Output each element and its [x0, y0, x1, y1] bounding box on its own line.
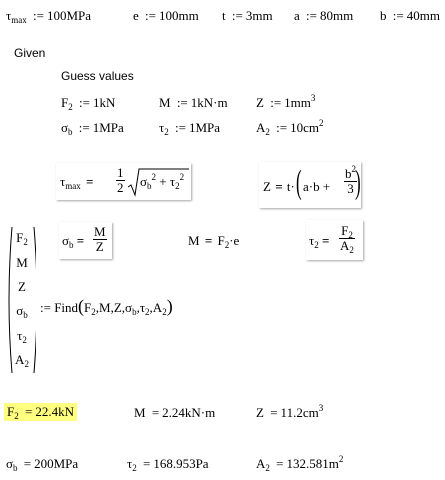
symbol: a [294, 8, 300, 23]
vector-entry-z [10, 279, 34, 295]
half-fraction [116, 166, 125, 195]
equals-op: = [270, 405, 278, 420]
numerator: 1 [117, 165, 124, 180]
equation-tau-max[interactable] [56, 163, 191, 200]
plus-op: + [159, 174, 167, 189]
symbol: t [286, 179, 291, 194]
numerator [339, 224, 355, 239]
symbol: σ [62, 233, 70, 248]
m-over-z [93, 225, 107, 254]
value: 22.4kN [35, 404, 74, 419]
value: 40mm [406, 8, 440, 23]
value: 3mm [245, 8, 273, 23]
equals-op: = [151, 405, 160, 420]
vector-entry-a2 [10, 352, 34, 368]
value: 132.581m [286, 456, 339, 471]
symbol: ·e [229, 233, 240, 248]
assign-op: := [392, 8, 404, 23]
comma: , [136, 300, 140, 315]
assign-op: := [174, 120, 186, 135]
symbol: Z [18, 279, 26, 294]
symbol: F [217, 233, 225, 248]
symbol: F [16, 230, 24, 245]
symbol: τ [159, 120, 165, 135]
subscript: 2 [14, 411, 19, 421]
comma: , [121, 300, 126, 315]
arg-symbol: A [152, 300, 163, 315]
guess-f2[interactable] [61, 95, 115, 111]
arg-subscript: b [132, 307, 137, 317]
vector-entry-f2 [10, 230, 34, 246]
subscript: max [65, 181, 81, 191]
result-z[interactable] [256, 405, 323, 421]
arg-symbol: M [99, 300, 111, 315]
def-a[interactable] [294, 8, 353, 24]
subscript: b [68, 127, 73, 137]
symbol: A [256, 120, 266, 135]
subscript: 2 [224, 240, 230, 250]
symbol: τ [169, 174, 176, 189]
subscript: b [13, 463, 18, 473]
superscript: 2 [151, 172, 157, 182]
value: 10cm [290, 120, 319, 135]
subscript: b [23, 310, 28, 320]
symbol: b [380, 8, 387, 23]
equation-z[interactable] [259, 162, 361, 208]
result-sigma-b[interactable] [6, 456, 78, 472]
find-function: Find [54, 300, 79, 315]
denominator: Z [95, 239, 104, 254]
symbol: M [134, 405, 146, 420]
result-a2[interactable] [256, 456, 343, 472]
vector-entry-m [10, 255, 34, 271]
def-b[interactable] [380, 8, 440, 24]
symbol: t [222, 8, 226, 23]
value: 100mm [158, 8, 199, 23]
symbol: F [61, 95, 69, 110]
def-e[interactable] [133, 8, 199, 24]
symbol: M [159, 95, 171, 110]
assign-op: := [145, 8, 156, 23]
arg-symbol: F [84, 300, 92, 315]
paren-close: ) [166, 296, 173, 316]
equals-op: = [142, 456, 151, 471]
assign-op: := [231, 8, 243, 23]
subscript: 2 [23, 237, 28, 247]
symbol: σ [16, 303, 24, 318]
value: 2.24kN·m [162, 405, 216, 420]
superscript: 2 [179, 172, 185, 182]
comma: , [95, 300, 100, 315]
arg-subscript: 2 [145, 307, 150, 317]
value: 11.2cm [280, 405, 319, 420]
find-result-vector[interactable] [4, 224, 36, 376]
subscript: 2 [132, 463, 137, 473]
symbol: F [341, 223, 349, 238]
plus-op: + [322, 179, 331, 194]
subscript: 2 [348, 230, 353, 240]
assign-op: := [32, 8, 44, 23]
symbol: τ [17, 328, 23, 343]
dot-op: · [290, 179, 295, 194]
def-tau-max[interactable] [6, 8, 91, 24]
subscript: 2 [175, 181, 180, 191]
value: 1kN [92, 95, 116, 110]
symbol: A [340, 238, 350, 253]
subscript: 2 [22, 335, 27, 345]
equals-op: = [275, 179, 283, 194]
equation-m[interactable] [188, 233, 239, 249]
symbol: σ [6, 456, 14, 471]
value: 100MPa [46, 8, 91, 23]
symbol: F [7, 404, 15, 419]
superscript: 2 [318, 118, 324, 128]
guess-tau2[interactable] [159, 120, 220, 136]
arg-subscript: 2 [162, 307, 167, 317]
subscript: b [147, 181, 152, 191]
result-tau2[interactable] [127, 456, 209, 472]
result-f2[interactable] [4, 403, 77, 421]
guess-a2[interactable] [256, 120, 323, 136]
assign-op: := [176, 95, 188, 110]
denominator [339, 239, 355, 253]
denominator: 2 [117, 180, 124, 195]
assign-op: := [78, 120, 90, 135]
result-m[interactable] [134, 405, 215, 421]
value: 80mm [319, 8, 354, 23]
equals-op: = [76, 233, 85, 248]
symbol: Z [256, 405, 264, 420]
comma: , [149, 300, 153, 315]
guess-values-label: Guess values [61, 69, 134, 83]
superscript: 2 [338, 454, 344, 464]
assign-op: := [78, 95, 90, 110]
equals-op: = [85, 174, 94, 189]
symbol: σ [61, 120, 69, 135]
guess-z[interactable] [256, 95, 315, 111]
subscript: 2 [24, 359, 29, 369]
arg-symbol: τ [139, 300, 146, 315]
value: 1MPa [92, 120, 124, 135]
symbol: τ [6, 8, 12, 23]
symbol: τ [60, 174, 66, 189]
paren-open: ( [296, 164, 302, 201]
assign-op: := [40, 300, 51, 315]
subscript: b [69, 240, 74, 250]
symbol: τ [309, 233, 315, 248]
paren-close: ) [355, 164, 361, 201]
def-t[interactable] [222, 8, 273, 24]
vector-entry-tau2 [10, 328, 34, 344]
guess-m[interactable] [159, 95, 228, 111]
value: 168.953Pa [153, 456, 209, 471]
subscript: 2 [314, 240, 319, 250]
equals-op: = [276, 456, 284, 471]
symbol: b [345, 166, 352, 181]
superscript: 3 [318, 403, 324, 413]
arg-symbol: σ [125, 300, 133, 315]
find-call[interactable] [40, 296, 173, 317]
value: 1kN·m [190, 95, 228, 110]
numerator: M [94, 224, 106, 239]
value: 1mm [284, 95, 311, 110]
subscript: 2 [349, 245, 354, 255]
arg-subscript: 2 [91, 307, 96, 317]
symbol: M [16, 255, 28, 270]
f2-over-a2 [339, 224, 355, 253]
symbol: τ [127, 456, 133, 471]
equals-op: = [24, 404, 33, 419]
equals-op: = [23, 456, 32, 471]
value: 1MPa [188, 120, 220, 135]
denominator: 3 [347, 181, 354, 196]
subscript: max [11, 15, 27, 25]
symbol: σ [140, 174, 148, 189]
symbol: Z [263, 179, 271, 194]
subscript: 2 [164, 127, 169, 137]
equals-op: = [204, 233, 213, 248]
symbol: Z [256, 95, 264, 110]
value: 200MPa [34, 456, 79, 471]
equation-tau2[interactable] [306, 220, 363, 260]
given-keyword[interactable]: Given [14, 46, 46, 60]
symbol: a·b [303, 179, 320, 194]
superscript: 2 [351, 164, 356, 174]
guess-sigma-b[interactable] [61, 120, 124, 136]
arg-symbol: Z [113, 300, 122, 315]
symbol: e [133, 8, 139, 23]
equals-op: = [321, 233, 330, 248]
assign-op: := [306, 8, 317, 23]
subscript: 2 [265, 127, 270, 137]
symbol: A [256, 456, 266, 471]
superscript: 3 [310, 93, 316, 103]
paren-open: ( [78, 296, 85, 316]
symbol: A [15, 352, 25, 367]
assign-op: := [270, 95, 282, 110]
comma: , [110, 300, 114, 315]
subscript: 2 [265, 463, 270, 473]
symbol: M [188, 233, 200, 248]
subscript: 2 [68, 102, 73, 112]
equation-sigma-b[interactable] [59, 222, 112, 259]
vector-entry-sigma-b [10, 303, 34, 319]
assign-op: := [276, 120, 288, 135]
